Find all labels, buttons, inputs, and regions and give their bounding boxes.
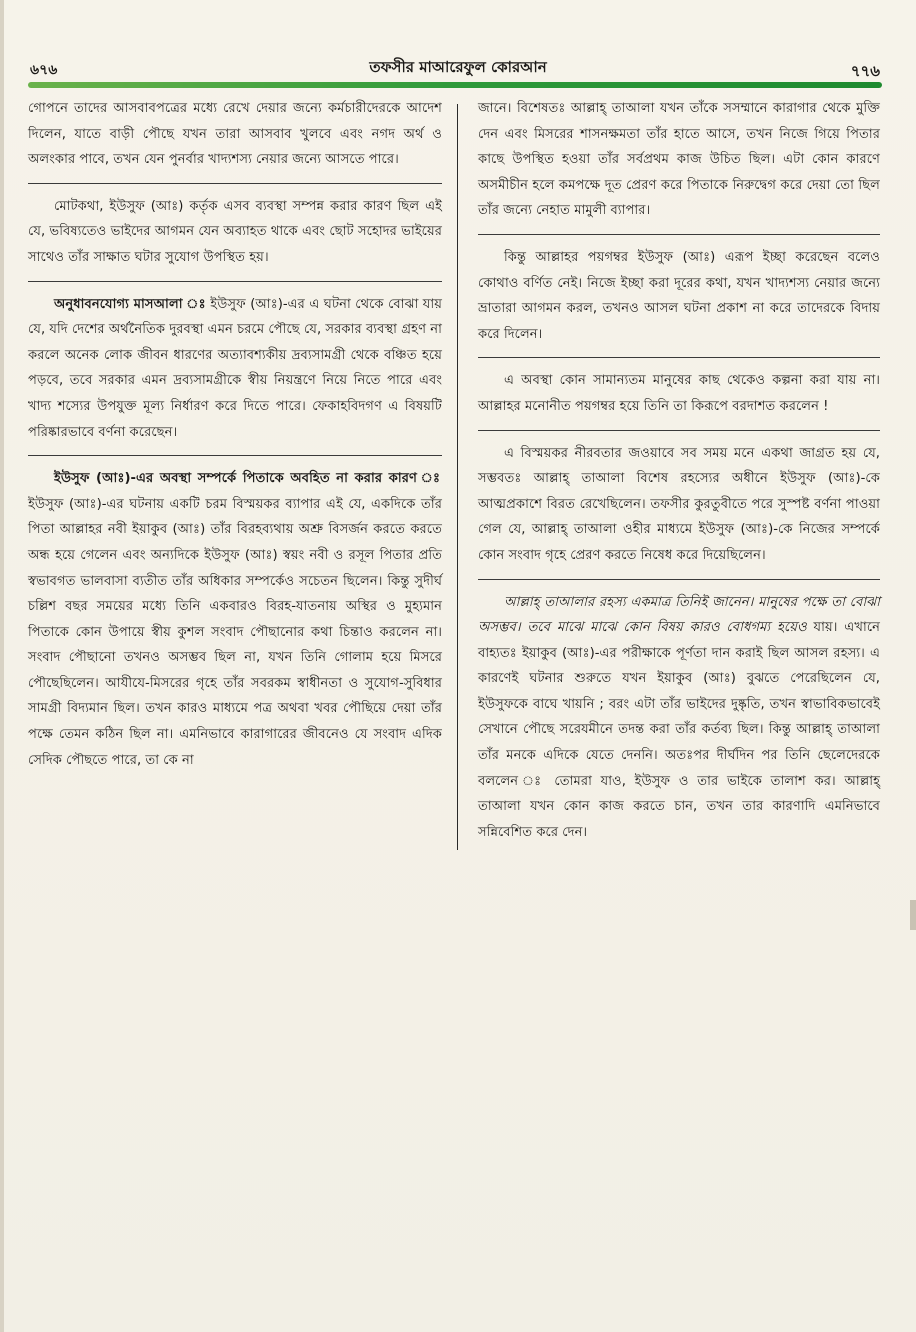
paragraph-text: ইউসুফ (আঃ)-এর ঘটনায় একটি চরম বিস্ময়কর ব্যাপার এই যে, একদিকে তাঁর পিতা আল্লাহর নবী ইয়াকুব (আঃ) তাঁর বিরহব্যথায় অশ্রু বিসর্জন করতে করতে অন্ধ হয়ে গেলেন এবং অন্যদিকে ইউসুফ (আঃ) স্বয়ং নবী ও রসূল পিতার প্রতি স্বভাবগত ভালবাসা ব্যতীত তাঁর অধিকার সম্পর্কেও সচেতন ছিলেন। কিন্তু সুদীর্ঘ চল্লিশ বছর সময়ের মধ্যে তিনি একবারও বিরহ-যাতনায় অস্থির ও মুহ্যমান পিতাকে কোন উপায়ে স্বীয় কুশল সংবাদ পৌছানোর কথা চিন্তাও করলেন না। সংবাদ পৌছানো তখনও অসম্ভব ছিল না, যখন তিনি গোলাম হয়ে মিসরে পৌছেছিলেন। আযীযে-মিসরের গৃহে তাঁর সবরকম স্বাধীনতা ও সুযোগ-সুবিধার সামগ্রী বিদ্যমান ছিল। তখন কারও মাধ্যমে পত্র অথবা খবর পৌছিয়ে দেয়া তাঁর পক্ষে তেমন কঠিন ছিল না। এমনিভাবে কারাগারের জীবনেও যে সংবাদ এদিক সেদিক পৌছতে পারে, তা কে না [28,496,442,768]
paragraph: কিন্তু আল্লাহর পয়গম্বর ইউসুফ (আঃ) এরূপ ইচ্ছা করেছেন বলেও কোথাও বর্ণিত নেই। নিজে ইচ্ছা করা দূরের কথা, যখন খাদ্যশস্য নেয়ার জন্যে ভ্রাতারা আগমন করল, তখনও আসল ঘটনা প্রকাশ না করে তাদেরকে বিদায় করে দিলেন। [478,249,880,342]
right-column [478,96,880,855]
paragraph-divider [478,234,880,235]
paragraph: মোটকথা, ইউসুফ (আঃ) কর্তৃক এসব ব্যবস্থা সম্পন্ন করার কারণ ছিল এই যে, ভবিষ্যতেও ভাইদের আগমন যেন অব্যাহত থাকে এবং ছোট সহোদর ভাইয়ের সাথেও তাঁর সাক্ষাত ঘটার সুযোগ উপস্থিত হয়। [28,198,442,265]
header-rule [28,82,882,88]
paragraph-divider [478,579,880,580]
binding-mark [910,900,916,930]
column-divider [457,104,458,850]
book-title: তফসীর মাআরেফুল কোরআন [369,58,547,76]
paragraph-divider [478,357,880,358]
paragraph-divider [28,455,442,456]
section-heading: অনুধাবনযোগ্য মাসআলা ঃ [54,296,206,312]
paragraph: গোপনে তাদের আসবাবপত্রের মধ্যে রেখে দেয়ার জন্যে কর্মচারীদেরকে আদেশ দিলেন, যাতে বাড়ী পৌছে যখন তারা আসবাব খুলবে এবং নগদ অর্থ ও অলংকার পাবে, তখন যেন পুনর্বার খাদ্যশস্য নেয়ার জন্যে আসতে পারে। [28,101,442,168]
paragraph-divider [28,281,442,282]
paragraph-text: ইউসুফ (আঃ)-এর এ ঘটনা থেকে বোঝা যায় যে, যদি দেশের অর্থনৈতিক দুরবস্থা এমন চরমে পৌছে যে, সরকার ব্যবস্থা গ্রহণ না করলে অনেক লোক জীবন ধারণের অত্যাবশ্যকীয় দ্রব্যসামগ্রী থেকে বঞ্চিত হয়ে পড়বে, তবে সরকার এমন দ্রব্যসামগ্রীকে স্বীয় নিয়ন্ত্রণে নিয়ে নিতে পারে এবং খাদ্য শস্যের উপযুক্ত মূল্য নির্ধারণ করে দিতে পারে। ফেকাহবিদগণ এ বিষয়টি পরিষ্কারভাবে বর্ণনা করেছেন। [28,296,442,440]
paragraph [478,590,880,846]
italic-text: আল্লাহ্ তাআলার রহস্য একমাত্র তিনিই জানেন। মানুষের পক্ষে তা বোঝা অসম্ভব। তবে মাঝে মাঝে কোন বিষয় কারও বোধগম্য হয়েও [478,594,880,636]
paragraph-divider [478,430,880,431]
paragraph [28,292,442,446]
left-column [28,96,442,783]
paragraph-divider [28,183,442,184]
paragraph: এ অবস্থা কোন সামান্যতম মানুষের কাছ থেকেও কল্পনা করা যায় না। আল্লাহর মনোনীত পয়গম্বর হয়ে তিনি তা কিরূপে বরদাশত করলেন ! [478,373,880,414]
paragraph [28,466,442,773]
running-header [28,44,888,78]
paragraph-text: যায়। এখানে বাহ্যতঃ ইয়াকুব (আঃ)-এর পরীক্ষাকে পূর্ণতা দান করাই ছিল আসল রহস্য। এ কারণেই ঘটনার শুরুতে যখন ইয়াকুব (আঃ) বুঝতে পেরেছিলেন যে, ইউসুফকে বাঘে খায়নি ; বরং এটা তাঁর ভাইদের দুষ্কৃতি, তখন স্বাভাবিকভাবেই সেখানে পৌছে সরেযমীনে তদন্ত করা তাঁর কর্তব্য ছিল। কিন্তু আল্লাহ্ তাআলা তাঁর মনকে এদিকে যেতে দেননি। অতঃপর দীর্ঘদিন পর তিনি ছেলেদেরকে বললেন ঃ তোমরা যাও, ইউসুফ ও তার ভাইকে তালাশ কর। আল্লাহ্ তাআলা যখন কোন কাজ করতে চান, তখন তার কারণাদি এমনিভাবে সন্নিবেশিত করে দেন। [478,620,880,840]
paragraph: এ বিস্ময়কর নীরবতার জওয়াবে সব সময় মনে একথা জাগ্রত হয় যে, সম্ভবতঃ আল্লাহ্ তাআলা বিশেষ রহস্যের অধীনে ইউসুফ (আঃ)-কে আত্মপ্রকাশে বিরত রেখেছিলেন। তফসীর কুরতুবীতে পরে সুস্পষ্ট বর্ণনা পাওয়া গেল যে, আল্লাহ্ তাআলা ওহীর মাধ্যমে ইউসুফ (আঃ)-কে নিজের সম্পর্কে কোন সংবাদ গৃহে প্রেরণ করতে নিষেধ করে দিয়েছিলেন। [478,445,880,563]
section-heading: ইউসুফ (আঃ)-এর অবস্থা সম্পর্কে পিতাকে অবহিত না করার কারণ ঃ [54,471,442,487]
page-number-right: ৭৭৬ [850,62,880,80]
page-number-left: ৬৭৬ [30,62,58,78]
page-edge [0,0,4,1332]
paragraph: জানে। বিশেষতঃ আল্লাহ্ তাআলা যখন তাঁকে সসম্মানে কারাগার থেকে মুক্তি দেন এবং মিসরের শাসনক্ষমতা তাঁর হাতে আসে, তখন নিজে গিয়ে পিতার কাছে উপস্থিত হওয়া তাঁর সর্বপ্রথম কাজ উচিত ছিল। এটা কোন কারণে অসমীচীন হলে কমপক্ষে দূত প্রেরণ করে পিতাকে নিরুদ্বেগ করে দেয়া তো ছিল তাঁর জন্যে নেহাত মামুলী ব্যাপার। [478,101,880,219]
